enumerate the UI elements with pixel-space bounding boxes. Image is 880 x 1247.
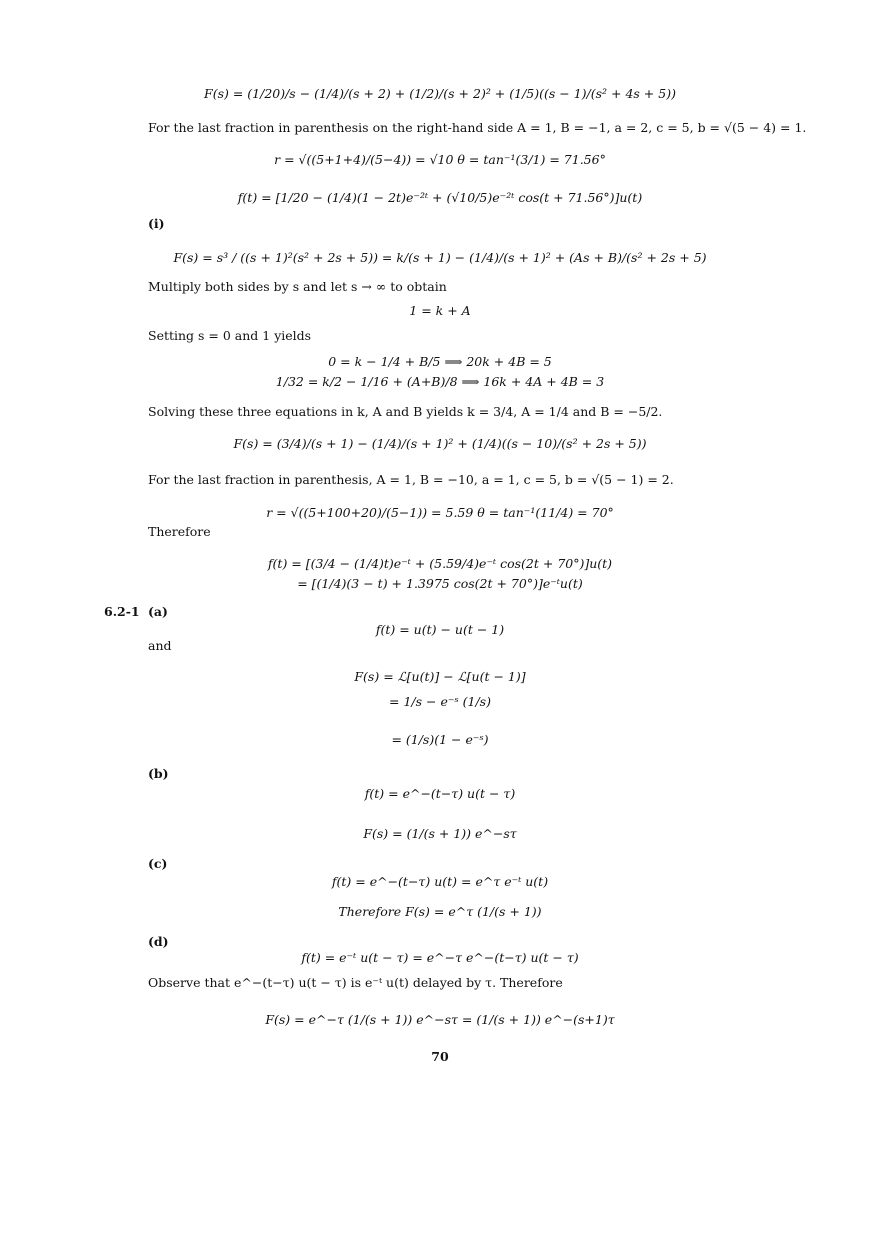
equation: F(s) = e^−τ (1/(s + 1)) e^−sτ = (1/(s + 1)) e^−(s+1)τ [265,1012,615,1027]
text-paragraph: Solving these three equations in k, A and B yields k = 3/4, A = 1/4 and B = −5/2. [148,404,663,419]
equation-r-theta: r = √((5+100+20)/(5−1)) = 5.59 θ = tan⁻¹(11/4) = 70° [266,505,614,520]
equation: 0 = k − 1/4 + B/5 ⟹ 20k + 4B = 5 [328,354,552,369]
page-number: 70 [431,1049,449,1064]
text-paragraph: Setting s = 0 and 1 yields [148,328,312,343]
equation: F(s) = ℒ[u(t)] − ℒ[u(t − 1)] [354,669,526,684]
equation: Therefore F(s) = e^τ (1/(s + 1)) [338,904,542,919]
part-label: (c) [148,856,168,871]
text-paragraph: Therefore [148,524,211,539]
equation-r-theta: r = √((5+1+4)/(5−4)) = √10 θ = tan⁻¹(3/1) = 71.56° [274,152,606,167]
equation: f(t) = u(t) − u(t − 1) [375,622,505,637]
text-paragraph: and [148,638,172,653]
equation: = 1/s − e⁻ˢ (1/s) [389,694,491,709]
text-paragraph: For the last fraction in parenthesis, A = 1, B = −10, a = 1, c = 5, b = √(5 − 1) = 2. [148,472,674,487]
part-label: (i) [148,216,165,231]
text-paragraph: Multiply both sides by s and let s → ∞ to obtain [148,279,447,294]
equation-f-t-simplified: = [(1/4)(3 − t) + 1.3975 cos(2t + 70°)]e⁻ᵗu(t) [297,576,583,591]
equation-f-t: f(t) = [(3/4 − (1/4)t)e⁻ᵗ + (5.59/4)e⁻ᵗ cos(2t + 70°)]u(t) [267,556,613,571]
problem-number: 6.2-1 [104,604,140,619]
equation: = (1/s)(1 − e⁻ˢ) [391,732,489,747]
equation-F-s: F(s) = (3/4)/(s + 1) − (1/4)/(s + 1)² + (1/4)((s − 10)/(s² + 2s + 5)) [233,436,647,451]
equation: F(s) = (1/(s + 1)) e^−sτ [363,826,517,841]
equation: 1 = k + A [409,303,471,318]
equation: 1/32 = k/2 − 1/16 + (A+B)/8 ⟹ 16k + 4A + 4B = 3 [275,374,605,389]
part-label: (d) [148,934,169,949]
equation: f(t) = e^−(t−τ) u(t) = e^τ e⁻ᵗ u(t) [331,874,549,889]
equation-F-s: F(s) = s³ / ((s + 1)²(s² + 2s + 5)) = k/(s + 1) − (1/4)/(s + 1)² + (As + B)/(s² + 2s + 5) [173,250,707,265]
equation-partial-fractions: F(s) = (1/20)/s − (1/4)/(s + 2) + (1/2)/(s + 2)² + (1/5)((s − 1)/(s² + 4s + 5)) [204,86,676,101]
equation-f-t: f(t) = [1/20 − (1/4)(1 − 2t)e⁻²ᵗ + (√10/5)e⁻²ᵗ cos(t + 71.56°)]u(t) [237,190,643,205]
text-paragraph: For the last fraction in parenthesis on the right-hand side A = 1, B = −1, a = 2, c = 5, b = √(5 − 4) = 1. [148,120,807,135]
equation: f(t) = e^−(t−τ) u(t − τ) [364,786,516,801]
equation: f(t) = e⁻ᵗ u(t − τ) = e^−τ e^−(t−τ) u(t − τ) [301,950,579,965]
part-label: (a) [148,604,168,619]
text-paragraph: Observe that e^−(t−τ) u(t − τ) is e⁻ᵗ u(t) delayed by τ. Therefore [148,975,563,990]
part-label: (b) [148,766,169,781]
